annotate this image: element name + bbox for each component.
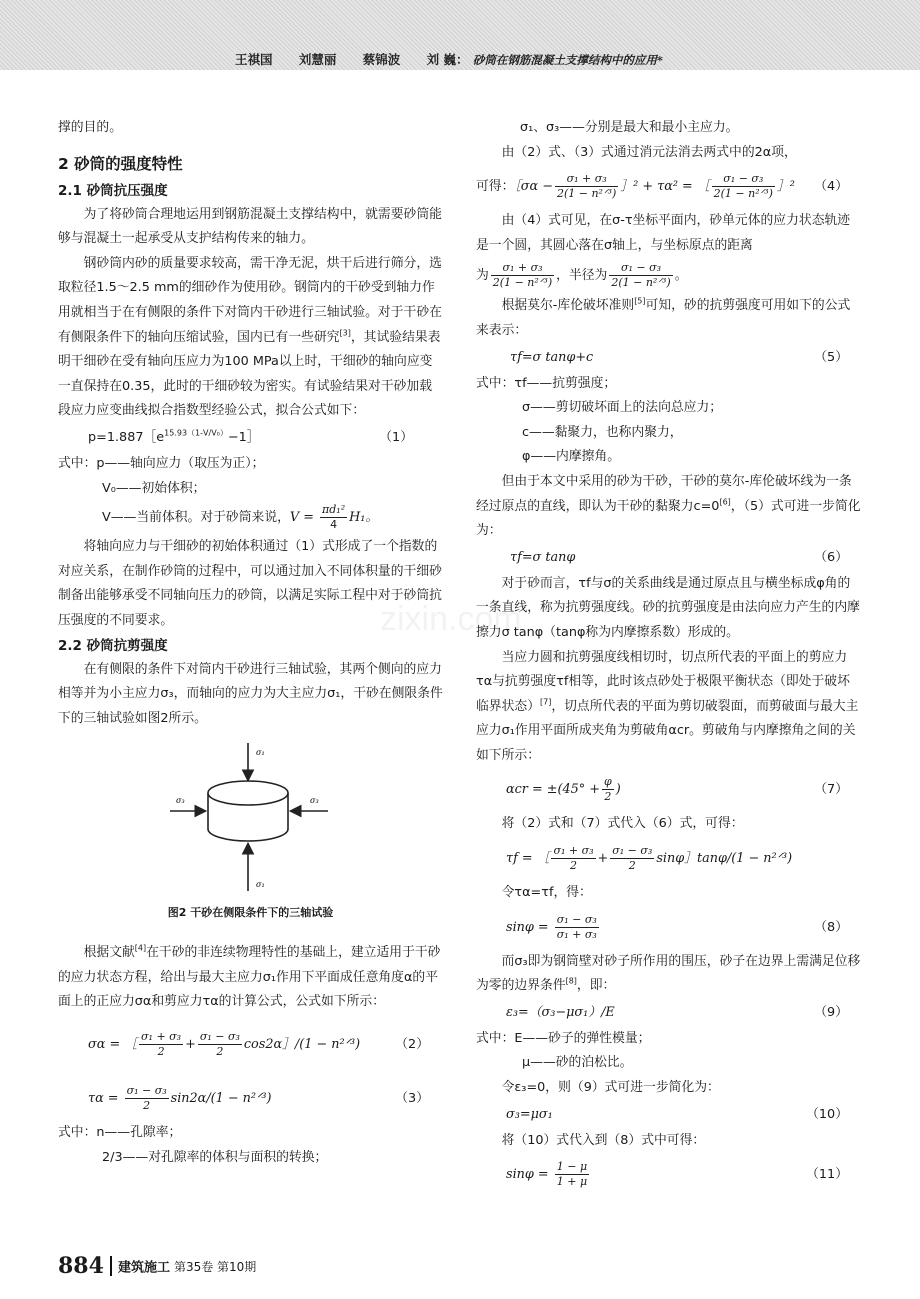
definition: V₀——初始体积；: [102, 480, 206, 496]
triaxial-test-diagram: [58, 731, 443, 903]
page-number: 884: [58, 1253, 104, 1279]
equation-1: $p=1.887[e^{15.93(1-V/V_0)}-1]$ （1）: [58, 424, 443, 452]
paragraph: 根据文献[4]在干砂的非连续物理特性的基础上，建立适用于干砂的应力状态方程，给出与最大主应力σ₁作用下平面成任意角度α的平面上的正应力σα和剪应力τα的计算公式，公式如下所示：: [58, 944, 441, 1010]
equation-number: （3）: [395, 1091, 429, 1107]
definition: μ——砂的泊松比。: [522, 1055, 633, 1071]
equation-8: sinφ = $\frac{\text{σ₁ − σ₃}}{\text{σ₁ + σ₃}}$ （8）: [476, 906, 862, 950]
equation-number: （5）: [814, 349, 848, 365]
equation-number: （11）: [806, 1167, 848, 1183]
paragraph: 但由于本文中采用的砂为干砂，干砂的莫尔-库伦破坏线为一条经过原点的直线，即认为干砂的黏聚力c=0[6]，（5）式可进一步简化为：: [476, 473, 861, 539]
definition: c——黏聚力，也称内聚力，: [522, 424, 683, 440]
equation-number: （10）: [806, 1106, 848, 1122]
definition: σ₁、σ₃——分别是最大和最小主应力。: [520, 120, 739, 135]
figure-caption: 图2 干砂在侧限条件下的三轴试验: [167, 906, 334, 920]
paragraph: 钢砂筒内砂的质量要求较高，需干净无泥，烘干后进行筛分，选取粒径1.5～2.5 mm的细砂作为使用砂。钢筒内的干砂受到轴力作用就相当于在有侧限的条件下对筒内干砂进行三轴试验。对于干砂在有侧限条件下的轴向压缩试验，国内已有一些研究[3]，其试验结果表明干细砂在受有轴向压应力为100 MPa以上时，干细砂的轴向应变一直保持在0.35，此时的干细砂较为密实。有试验结果对干砂加载段应力应变曲线拟合指数型经验公式，拟合公式如下：: [58, 255, 442, 419]
author-1: 王祺国: [235, 52, 273, 67]
paragraph: 而σ₃即为钢筒壁对砂子所作用的围压，砂子在边界上需满足位移为零的边界条件[8]，即：: [476, 953, 861, 994]
equation-number: （4）: [814, 179, 848, 195]
equation-5: τf=σ tanφ+c （5）: [476, 344, 862, 372]
author-3: 蔡锦波: [362, 52, 401, 67]
paragraph: 将（10）式代入到（8）式中可得：: [501, 1132, 706, 1148]
where-clause: 式中：E——砂子的弹性模量；: [476, 1030, 651, 1046]
author-2: 刘慧丽: [298, 52, 337, 67]
paragraph-continued: 撑的目的。: [58, 120, 122, 135]
equation-3: τα = $\frac{\text{σ₁ − σ₃}}{2}$ sin2α/(1 − n²ᐟ³) （3）: [58, 1077, 443, 1121]
paragraph: 将（2）式和（7）式代入（6）式，可得：: [501, 816, 744, 832]
definition: V——当前体积。对于砂筒来说，V = $\frac{\text{πd₁²}}{4}$ H₁。: [102, 503, 379, 532]
equation-2: σα = ［ $\frac{\text{σ₁ + σ₃}}{2}$ + $\frac{\text{σ₁ − σ₃}}{2}$ cos2α］/(1 − n²ᐟ³) （2）: [58, 1023, 443, 1067]
equation-number: （6）: [814, 549, 848, 565]
paragraph: 根据莫尔-库伦破坏准则[5]可知，砂的抗剪强度可用如下的公式来表示：: [476, 297, 851, 338]
right-column: [476, 116, 862, 1197]
paragraph: 在有侧限的条件下对筒内干砂进行三轴试验，其两个侧向的应力相等并为小主应力σ₃，而轴向的应力为大主应力σ₁，干砂在侧限条件下的三轴试验如图2所示。: [58, 661, 443, 726]
equation-6: τf=σ tanφ （6）: [476, 544, 862, 572]
label-sigma1-top: σ₁: [256, 748, 265, 758]
paragraph: 令ε₃=0，则（9）式可进一步简化为：: [501, 1080, 720, 1096]
where-clause: 式中：n——孔隙率；: [58, 1125, 182, 1141]
equation-4: 可得：［σα − $\frac{\text{σ₁ + σ₃}}{\text{2(1 − n²ᐟ³)}}$ ］² + τα² = ［ $\frac{\text{σ₁ − σ₃}}{\text{2(1 − n²ᐟ³)}}$ ］² （4）: [476, 165, 862, 209]
running-title: 砂筒在钢筋混凝土支撑结构中的应用*: [472, 53, 663, 67]
paragraph: 令τα=τf，得：: [501, 885, 592, 901]
where-clause: 式中：τf——抗剪强度；: [476, 375, 617, 391]
equation-substituted: τf = ［ $\frac{\text{σ₁ + σ₃}}{2}$ + $\frac{\text{σ₁ − σ₃}}{2}$ sinφ］tanφ/(1 − n²ᐟ³): [506, 844, 793, 873]
equation-number: （1）: [379, 429, 413, 445]
equation-number: （8）: [814, 919, 848, 935]
paragraph: 对于砂而言，τf与σ的关系曲线是通过原点且与横坐标成φ角的一条直线，称为抗剪强度线。砂的抗剪强度是由法向应力产生的内摩擦力σ tanφ（tanφ称为内摩擦系数）形成的。: [476, 575, 860, 640]
label-sigma3-left: σ₃: [176, 796, 185, 806]
label-sigma1-bottom: σ₁: [256, 880, 265, 890]
running-header: 王祺国 刘慧丽 蔡锦波 刘 巍： 砂筒在钢筋混凝土支撑结构中的应用*: [235, 52, 663, 67]
figure-2: [58, 731, 443, 903]
journal-volume: 第35卷 第10期: [173, 1259, 257, 1274]
footer-divider: [110, 1256, 112, 1276]
definition: φ——内摩擦角。: [522, 449, 621, 465]
definition: 2/3——对孔隙率的体积与面积的转换；: [102, 1149, 328, 1165]
equation-10: σ₃=μσ₁ （10）: [476, 1101, 862, 1129]
label-sigma3-right: σ₃: [310, 796, 319, 806]
author-4: 刘 巍: [426, 52, 456, 67]
paragraph: 为了将砂筒合理地运用到钢筋混凝土支撑结构中，就需要砂筒能够与混凝土一起承受从支护结构传来的轴力。: [58, 206, 442, 247]
equation-9: ε₃=（σ₃−μσ₁）/E （9）: [476, 999, 862, 1027]
paragraph: 由（2）式、（3）式通过消元法消去两式中的2α项，: [501, 144, 797, 160]
section-heading-2-1: 2.1 砂筒抗压强度: [58, 182, 168, 199]
equation-number: （9）: [814, 1004, 848, 1020]
paragraph: 当应力圆和抗剪强度线相切时，切点所代表的平面上的剪应力τα与抗剪强度τf相等，此时该点砂处于极限平衡状态（即处于破坏临界状态）[7]，切点所代表的平面为剪切破裂面，而剪破面与最大主应力σ₁作用平面所成夹角为剪破角αcr。剪破角与内摩擦角之间的关如下所示：: [476, 649, 859, 763]
paragraph: 将轴向应力与干细砂的初始体积通过（1）式形成了一个指数的对应关系，在制作砂筒的过程中，可以通过加入不同体积量的干细砂制备出能够承受不同轴向压力的砂筒，以满足实际工程中对于砂筒抗压强度的不同要求。: [58, 539, 442, 628]
paragraph: 由（4）式可见，在σ-τ坐标平面内，砂单元体的应力状态轨迹是一个圆，其圆心落在σ轴上，与坐标原点的距离: [476, 213, 851, 253]
left-column: [58, 116, 443, 1170]
section-heading-2-2: 2.2 砂筒抗剪强度: [58, 637, 168, 654]
page-footer: [58, 1253, 256, 1279]
equation-11: sinφ = $\frac{1 - \mu}{1 + \mu}$ （11）: [476, 1153, 862, 1197]
journal-name: 建筑施工: [117, 1260, 170, 1276]
equation-7: αcr = ±(45° + $\frac{\varphi}{2}$ ) （7）: [476, 768, 862, 812]
watermark: zixin.com: [380, 600, 522, 638]
equation-number: （7）: [814, 782, 848, 798]
equation-number: （2）: [395, 1037, 429, 1053]
section-heading-2: 2 砂筒的强度特性: [58, 154, 183, 173]
definition: σ——剪切破坏面上的法向总应力；: [522, 400, 723, 416]
paragraph-continued: 为 $\frac{\text{σ₁ + σ₃}}{\text{2(1 − n²ᐟ³)}}$ ，半径为 $\frac{\text{σ₁ − σ₃}}{\text{2(1 − n²ᐟ³)}}$ 。: [476, 261, 688, 290]
where-clause: 式中：p——轴向应力（取压为正）；: [58, 455, 265, 471]
